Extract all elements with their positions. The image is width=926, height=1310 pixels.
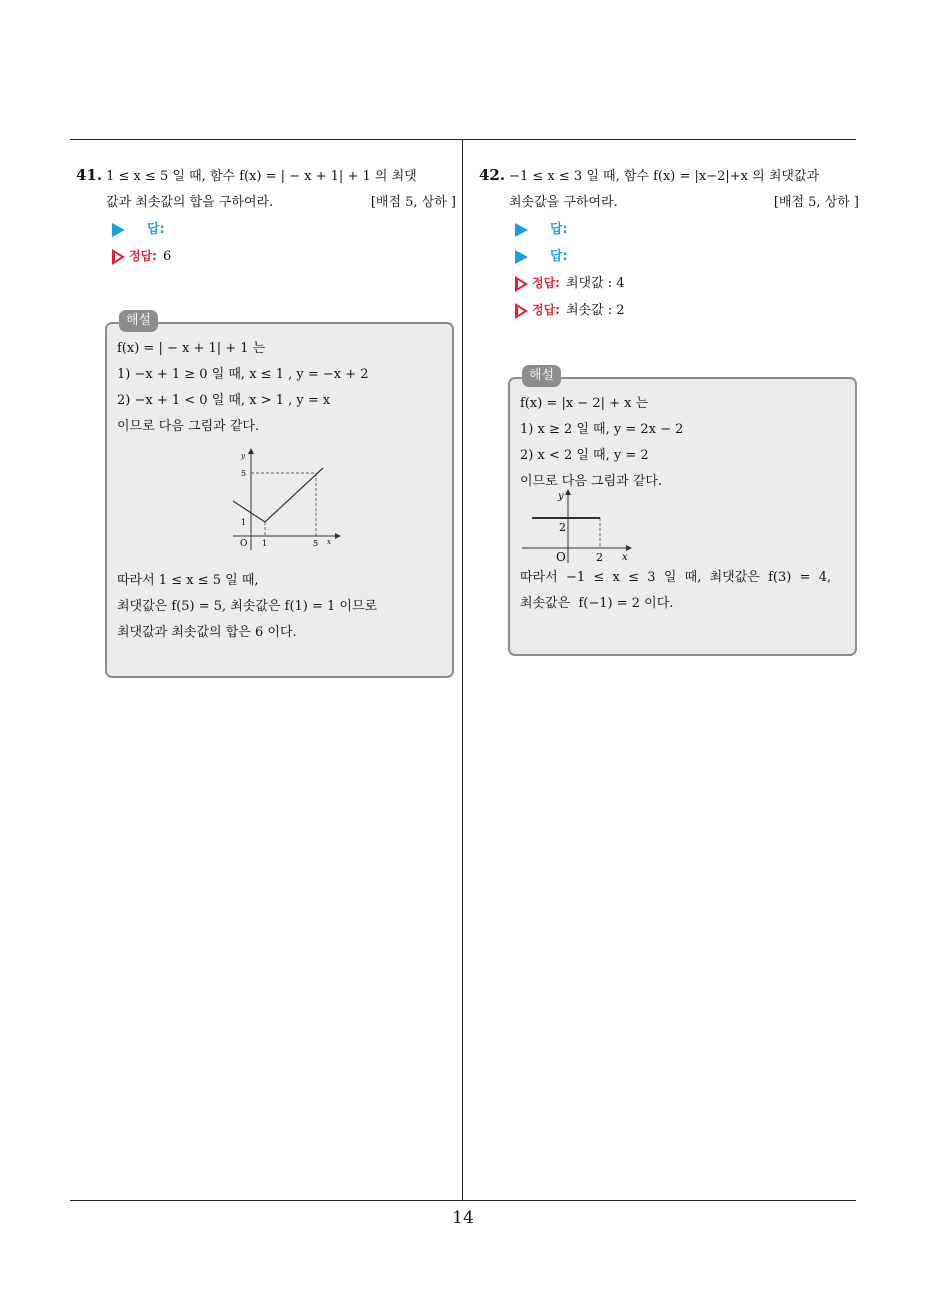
solution-line: 2) x < 2 일 때, y = 2 <box>520 448 649 463</box>
correct-answer-row <box>76 243 456 270</box>
conclusion-line: 따라서 1 ≤ x ≤ 5 일 때, <box>117 573 259 588</box>
solution-line: f(x) = | − x + 1| + 1 는 <box>117 341 266 356</box>
question-41-meta: [배점 5, 상하 ] <box>370 195 456 210</box>
y-axis-label: y <box>558 491 564 502</box>
answer-row[interactable] <box>479 243 859 270</box>
question-41-text2: 값과 최솟값의 합을 구하여라. <box>106 195 274 210</box>
function-graph <box>233 468 323 522</box>
conclusion-line: 따라서 −1 ≤ x ≤ 3 일 때, 최댓값은 f(3) = 4, <box>520 570 832 585</box>
tick-label: 5 <box>313 539 319 548</box>
solution-line: 1) −x + 1 ≥ 0 일 때, x ≤ 1 , y = −x + 2 <box>117 367 369 382</box>
question-41-text1: 1 ≤ x ≤ 5 일 때, 함수 f(x) = | − x + 1| + 1 의 최댓 <box>106 169 417 184</box>
top-rule <box>70 139 856 140</box>
x-axis-arrow <box>626 545 632 551</box>
answer-row[interactable] <box>479 216 859 243</box>
x-axis-arrow <box>335 533 341 539</box>
play-triangle-icon <box>515 250 528 264</box>
question-42-line2 <box>479 190 859 216</box>
question-41-number: 41. <box>76 166 103 184</box>
x-axis-label: x <box>327 538 331 546</box>
solution-line: 이므로 다음 그림과 같다. <box>520 474 663 489</box>
solution-box-42 <box>508 368 857 656</box>
answer-row[interactable] <box>76 216 456 243</box>
answer-label: 답: <box>147 222 165 237</box>
outline-triangle-icon <box>112 249 125 265</box>
page-number: 14 <box>452 1208 474 1228</box>
question-42-number: 42. <box>479 166 506 184</box>
question-42 <box>479 162 859 324</box>
graph-41 <box>227 446 347 556</box>
x-axis-label: x <box>622 552 628 563</box>
y-axis-label: y <box>241 452 245 460</box>
conclusion-line: 최솟값은 f(−1) = 2 이다. <box>520 596 674 611</box>
answer-label: 답: <box>550 249 568 264</box>
question-41-line1 <box>76 162 456 190</box>
correct-label: 정답: <box>532 303 560 317</box>
solution-tag: 해설 <box>522 365 561 387</box>
y-axis-arrow <box>248 448 254 454</box>
question-42-meta: [배점 5, 상하 ] <box>773 195 859 210</box>
solution-line: 이므로 다음 그림과 같다. <box>117 419 260 434</box>
origin-label: O <box>556 550 566 564</box>
correct-answer-row <box>479 297 859 324</box>
play-triangle-icon <box>515 223 528 237</box>
correct-value: 최댓값 : 4 <box>565 276 625 291</box>
origin-label: O <box>240 539 248 549</box>
question-42-text1: −1 ≤ x ≤ 3 일 때, 함수 f(x) = |x−2|+x 의 최댓값과 <box>509 169 820 184</box>
column-divider <box>462 139 463 1201</box>
correct-value: 6 <box>162 249 172 264</box>
solution-tag: 해설 <box>119 310 158 332</box>
correct-value: 최솟값 : 2 <box>565 303 625 318</box>
tick-label: 1 <box>262 539 268 548</box>
outline-triangle-icon <box>515 303 528 319</box>
tick-label: 1 <box>241 518 247 527</box>
outline-triangle-icon <box>515 276 528 292</box>
answer-label: 답: <box>550 222 568 237</box>
solution-line: f(x) = |x − 2| + x 는 <box>520 396 649 411</box>
solution-line: 2) −x + 1 < 0 일 때, x > 1 , y = x <box>117 393 331 408</box>
solution-line: 1) x ≥ 2 일 때, y = 2x − 2 <box>520 422 684 437</box>
graph-42 <box>522 487 637 565</box>
question-41 <box>76 162 456 270</box>
play-triangle-icon <box>112 223 125 237</box>
correct-label: 정답: <box>129 249 157 263</box>
question-42-text2: 최솟값을 구하여라. <box>509 195 618 210</box>
correct-label: 정답: <box>532 276 560 290</box>
conclusion-line: 최댓값은 f(5) = 5, 최솟값은 f(1) = 1 이므로 <box>117 599 378 614</box>
question-41-line2 <box>76 190 456 216</box>
tick-label: 2 <box>559 521 566 534</box>
solution-box-41 <box>105 313 454 678</box>
question-42-line1 <box>479 162 859 190</box>
tick-label: 2 <box>596 551 603 564</box>
tick-label: 5 <box>241 469 247 478</box>
correct-answer-row <box>479 270 859 297</box>
bottom-rule <box>70 1200 856 1201</box>
conclusion-line: 최댓값과 최솟값의 합은 6 이다. <box>117 625 297 640</box>
